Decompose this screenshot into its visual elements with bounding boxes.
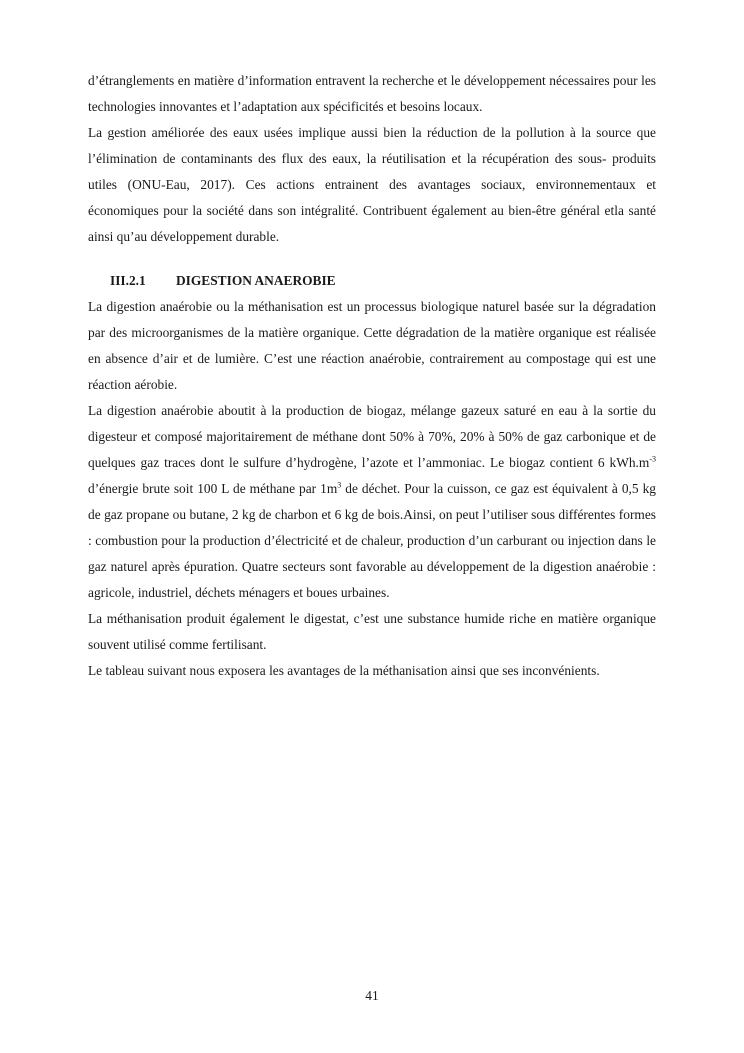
section-title: DIGESTION ANAEROBIE bbox=[176, 273, 336, 288]
intro-paragraph-2: La gestion améliorée des eaux usées implique aussi bien la réduction de la pollution à la source que l’élimination de contaminants des flux des eaux, la réutilisation et la récupération des sous- produits utiles (ONU-Eau, 2017). Ces actions entrainent des avantages sociaux, environnementaux et économiques pour la société dans son intégralité. Contribuent également au bien-être général etla santé ainsi qu’au développement durable. bbox=[88, 125, 656, 244]
biogas-text-3: de déchet. Pour la cuisson, ce gaz est équivalent à 0,5 kg de gaz propane ou butane, 2 kg de charbon et 6 kg de bois.Ainsi, on peut l’utiliser sous différentes formes : combustion pour la production d’électricité et de chaleur, production d’un carburant ou injection dans le gaz naturel après épuration. Quatre secteurs sont favorable au développement de la digestion anaérobie : agricole, industriel, déchets ménagers et boues urbaines. bbox=[88, 481, 656, 600]
body-paragraph-2 bbox=[88, 398, 656, 606]
intro-paragraph-1: d’étranglements en matière d’information entravent la recherche et le développement nécessaires pour les technologies innovantes et l’adaptation aux spécificités et besoins locaux. bbox=[88, 73, 656, 114]
body-paragraph-3: La méthanisation produit également le digestat, c’est une substance humide riche en matière organique souvent utilisé comme fertilisant. bbox=[88, 611, 656, 652]
page-number: 41 bbox=[365, 988, 379, 1003]
superscript-3: 3 bbox=[337, 480, 342, 490]
biogas-text-2: d’énergie brute soit 100 L de méthane par 1m bbox=[88, 481, 338, 496]
section-number: III.2.1 bbox=[110, 273, 146, 288]
biogas-text-1: La digestion anaérobie aboutit à la production de biogaz, mélange gazeux saturé en eau à la sortie du digesteur et composé majoritairement de méthane dont 50% à 70%, 20% à 50% de gaz carbonique et de quelques gaz traces dont le sulfure d’hydrogène, l’azote et l’ammoniac. Le biogaz contient 6 kWh.m bbox=[88, 403, 656, 470]
section-heading bbox=[88, 268, 656, 294]
body-paragraph-1: La digestion anaérobie ou la méthanisation est un processus biologique naturel basée sur la dégradation par des microorganismes de la matière organique. Cette dégradation de la matière organique est réalisée en absence d’air et de lumière. C’est une réaction anaérobie, contrairement au compostage qui est une réaction aérobie. bbox=[88, 299, 656, 392]
body-paragraph-4: Le tableau suivant nous exposera les avantages de la méthanisation ainsi que ses inconvénients. bbox=[88, 663, 600, 678]
superscript-minus-3: -3 bbox=[649, 454, 656, 464]
page-body bbox=[88, 68, 656, 684]
